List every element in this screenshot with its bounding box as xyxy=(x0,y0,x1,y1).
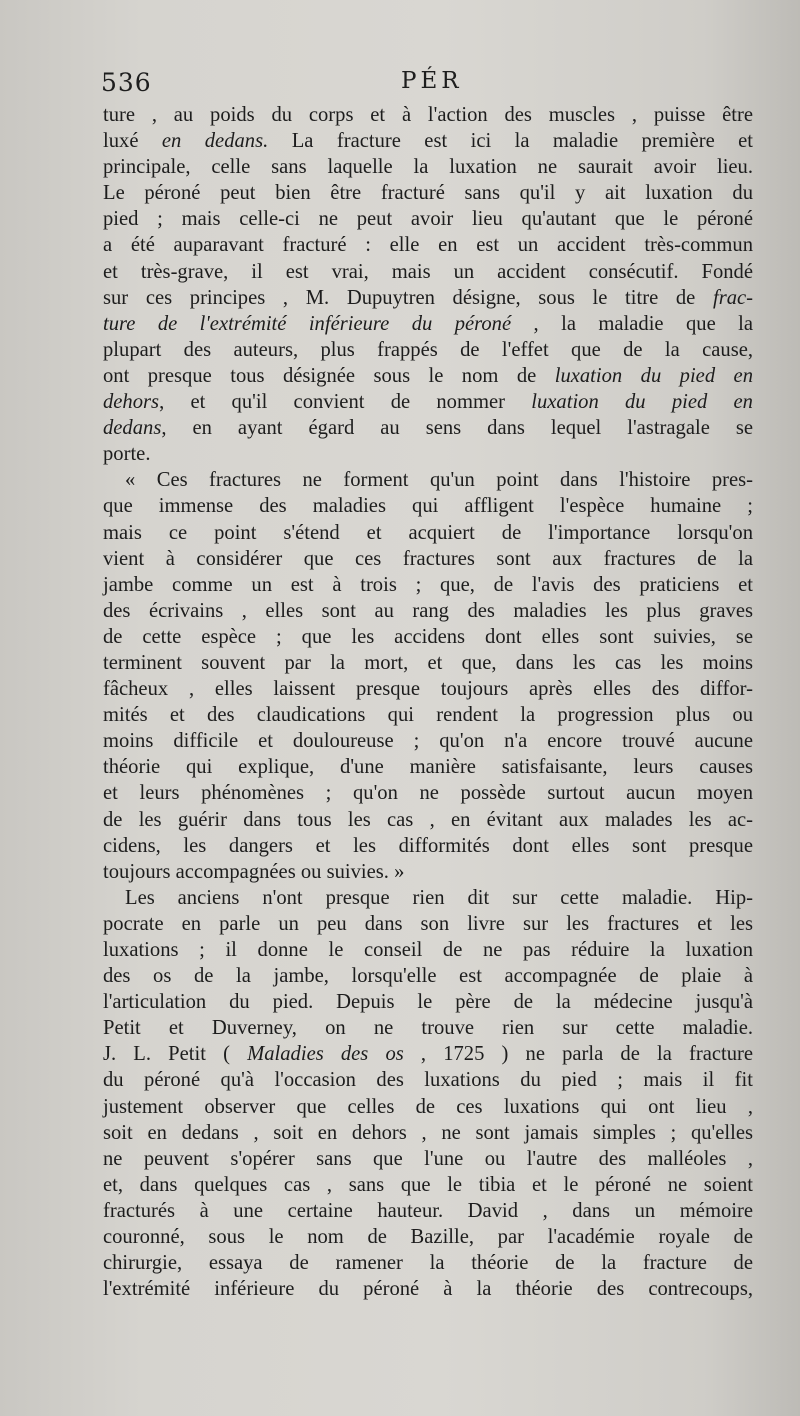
text-line: que immense des maladies qui affligent l'espèce humaine ; xyxy=(103,495,753,518)
text-line: luxations ; il donne le conseil de ne pas réduire la luxation xyxy=(103,939,753,961)
italic-text: dedans xyxy=(103,417,162,440)
text-line: ne peuvent s'opérer sans que l'une ou l'autre des malléoles , xyxy=(103,1147,753,1170)
text-line: Les anciens n'ont presque rien dit sur cette maladie. Hip- xyxy=(125,886,753,909)
text-line: mités et des claudications qui rendent la progression plus ou xyxy=(103,704,753,727)
text-line: du péroné qu'à l'occasion des luxations du pied ; mais il fit xyxy=(103,1069,753,1092)
text-line: vient à considérer que ces fractures sont aux fractures de la xyxy=(103,547,753,570)
text-line: Le péroné peut bien être fracturé sans qu'il y ait luxation du xyxy=(103,182,753,205)
text-line: fracturés à une certaine hauteur. David , dans un mémoire xyxy=(103,1199,753,1222)
text-line: a été auparavant fracturé : elle en est un accident très-commun xyxy=(103,234,753,257)
text-line xyxy=(103,415,753,441)
italic-text: ture de l'extrémité inférieure du péroné xyxy=(103,312,512,335)
text-line: et très-grave, il est vrai, mais un accident consécutif. Fondé xyxy=(103,260,753,283)
text-segment: La fracture est ici la maladie première et xyxy=(268,130,754,153)
text-line: principale, celle sans laquelle la luxation ne saurait avoir lieu. xyxy=(103,156,753,179)
text-line: terminent souvent par la mort, et que, dans les cas les moins xyxy=(103,651,753,674)
italic-text: luxation du pied en xyxy=(531,391,753,414)
italic-text: frac- xyxy=(712,286,753,309)
text-line xyxy=(103,285,753,311)
text-line: et, dans quelques cas , sans que le tibia et le péroné ne soient xyxy=(103,1173,753,1196)
text-segment: , 1725 ) ne parla de la fracture xyxy=(403,1043,753,1066)
text-segment: ont presque tous désignée sous le nom de xyxy=(103,364,555,387)
text-line xyxy=(103,128,753,154)
text-line: couronné, sous le nom de Bazille, par l'académie royale de xyxy=(103,1226,753,1249)
text-line xyxy=(103,389,753,415)
text-segment: , la maladie que la xyxy=(511,312,753,335)
text-line: soit en dedans , soit en dehors , ne sont jamais simples ; qu'elles xyxy=(103,1121,753,1144)
text-segment: , et qu'il convient de nommer xyxy=(159,391,532,414)
text-line: cidens, les dangers et les difformités dont elles sont presque xyxy=(103,834,753,857)
page-number: 536 xyxy=(101,68,152,97)
text-line: pocrate en parle un peu dans son livre sur les fractures et les xyxy=(103,912,753,935)
text-line xyxy=(103,1041,753,1067)
text-segment: luxé xyxy=(103,130,162,153)
italic-text: luxation du pied en xyxy=(554,364,753,387)
text-line: ture , au poids du corps et à l'action des muscles , puisse être xyxy=(103,104,753,126)
page-header xyxy=(101,68,753,104)
text-line: fâcheux , elles laissent presque toujours après elles des diffor- xyxy=(103,678,753,701)
text-line: « Ces fractures ne forment qu'un point dans l'histoire pres- xyxy=(125,469,753,492)
text-line: pied ; mais celle-ci ne peut avoir lieu qu'autant que le péroné xyxy=(103,208,753,231)
text-segment: sur ces principes , M. Dupuytren désigne, sous le titre de xyxy=(103,286,713,309)
text-line: plupart des auteurs, plus frappés de l'effet que de la cause, xyxy=(103,338,753,361)
text-line: justement observer que celles de ces luxations qui ont lieu , xyxy=(103,1095,753,1118)
text-line: des os de la jambe, lorsqu'elle est accompagnée de plaie à xyxy=(103,965,753,988)
text-line: Petit et Duverney, on ne trouve rien sur cette maladie. xyxy=(103,1017,753,1040)
text-line: mais ce point s'étend et acquiert de l'importance lorsqu'on xyxy=(103,521,753,544)
text-line xyxy=(103,363,753,389)
text-line: moins difficile et douloureuse ; qu'on n'a encore trouvé aucune xyxy=(103,730,753,753)
body-text xyxy=(103,102,753,1302)
text-line: des écrivains , elles sont au rang des maladies les plus graves xyxy=(103,599,753,622)
text-line: l'articulation du pied. Depuis le père de la médecine jusqu'à xyxy=(103,991,753,1014)
text-line: de cette espèce ; que les accidens dont elles sont suivies, se xyxy=(103,625,753,648)
text-line: porte. xyxy=(103,443,151,466)
text-line xyxy=(103,311,753,337)
text-segment: J. L. Petit ( xyxy=(103,1043,248,1066)
text-line: chirurgie, essaya de ramener la théorie de la fracture de xyxy=(103,1252,753,1275)
text-line: toujours accompagnées ou suivies. » xyxy=(103,860,405,883)
text-segment: , en ayant égard au sens dans lequel l'astragale se xyxy=(161,417,753,440)
text-line: l'extrémité inférieure du péroné à la théorie des contrecoups, xyxy=(103,1278,753,1301)
text-line: et leurs phénomènes ; qu'on ne possède surtout aucun moyen xyxy=(103,782,753,805)
italic-text: dehors xyxy=(103,391,160,414)
text-line: jambe comme un est à trois ; que, de l'avis des praticiens et xyxy=(103,573,753,596)
italic-text: en dedans. xyxy=(161,130,269,153)
text-line: théorie qui explique, d'une manière satisfaisante, leurs causes xyxy=(103,756,753,779)
text-line: de les guérir dans tous les cas , en évitant aux malades les ac- xyxy=(103,808,753,831)
running-head: PÉR xyxy=(401,68,463,94)
italic-text: Maladies des os xyxy=(247,1043,404,1066)
